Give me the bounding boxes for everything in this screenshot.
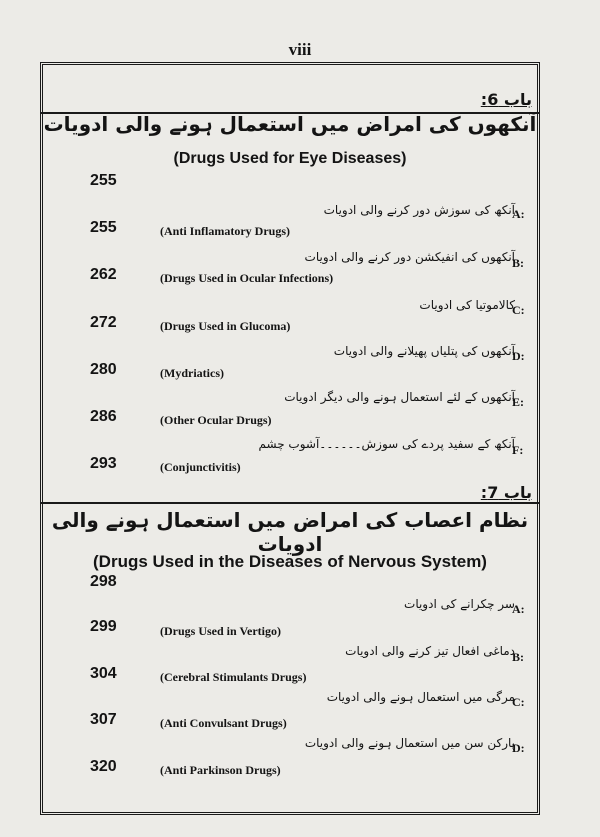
section-6b-english: (Drugs Used in Ocular Infections) <box>160 271 334 285</box>
chapter-6-title-urdu: آنکھوں کی امراض میں استعمال ہونے والی ادویات <box>43 112 537 136</box>
section-7d-letter: D: <box>512 741 525 755</box>
section-7a-english: (Drugs Used in Vertigo) <box>160 624 282 638</box>
section-6c-page: 272 <box>90 314 117 331</box>
section-6f-urdu: آنکھ کے سفید پردے کی سوزش۔۔۔۔۔۔آشوب چشم <box>258 437 515 451</box>
section-7a-page: 299 <box>90 618 117 635</box>
chapter-6-start-page: 255 <box>90 172 117 189</box>
section-6c-letter: C: <box>512 303 525 317</box>
section-7c-english: (Anti Convulsant Drugs) <box>160 716 287 730</box>
section-6d-english: (Mydriatics) <box>160 366 224 380</box>
chapter-6-label: باب 6: <box>480 90 532 109</box>
section-7a-letter: A: <box>512 602 525 616</box>
page-number: viii <box>288 40 312 59</box>
section-6c-english: (Drugs Used in Glucoma) <box>160 319 291 333</box>
section-7b-letter: B: <box>512 650 524 664</box>
chapter-7-rule <box>40 502 540 504</box>
section-6a-letter: A: <box>512 207 525 221</box>
section-6f-english: (Conjunctivitis) <box>160 460 241 474</box>
section-6b-urdu: آنکھوں کی انفیکشن دور کرنے والی ادویات <box>304 250 515 264</box>
section-6a-urdu: آنکھ کی سوزش دور کرنے والی ادویات <box>323 203 515 217</box>
section-7d-page: 320 <box>90 758 117 775</box>
section-7d-english: (Anti Parkinson Drugs) <box>160 763 281 777</box>
chapter-6-title-english: (Drugs Used for Eye Diseases) <box>173 150 407 167</box>
chapter-7-start-page: 298 <box>90 573 117 590</box>
section-7c-urdu: مرگی میں استعمال ہونے والی ادویات <box>326 690 515 704</box>
section-7c-page: 307 <box>90 711 117 728</box>
section-7b-english: (Cerebral Stimulants Drugs) <box>160 670 307 684</box>
section-6e-english: (Other Ocular Drugs) <box>160 413 272 427</box>
section-6a-page: 255 <box>90 219 117 236</box>
chapter-7-label: باب 7: <box>480 483 532 502</box>
section-6b-page: 262 <box>90 266 117 283</box>
section-6e-page: 286 <box>90 408 117 425</box>
section-6d-letter: D: <box>512 349 525 363</box>
section-7a-urdu: سر چکرانے کی ادویات <box>404 597 515 611</box>
section-6e-letter: E: <box>512 395 524 409</box>
section-6b-letter: B: <box>512 256 524 270</box>
section-6c-urdu: کالاموتیا کی ادویات <box>419 298 515 312</box>
section-6d-page: 280 <box>90 361 117 378</box>
section-6f-letter: F: <box>512 443 524 457</box>
chapter-7-title-english: (Drugs Used in the Diseases of Nervous System) <box>93 552 487 571</box>
section-7b-page: 304 <box>90 665 117 682</box>
section-7c-letter: C: <box>512 695 525 709</box>
chapter-7-title-urdu: نظام اعصاب کی امراض میں استعمال ہونے والی ادویات <box>51 508 529 556</box>
section-6e-urdu: آنکھوں کے لئے استعمال ہونے والی دیگر ادویات <box>284 390 515 404</box>
section-6d-urdu: آنکھوں کی پتلیاں پھیلانے والی ادویات <box>333 344 515 358</box>
section-6a-english: (Anti Inflamatory Drugs) <box>160 224 290 238</box>
section-7d-urdu: پارکن سن میں استعمال ہونے والی ادویات <box>304 736 515 750</box>
section-7b-urdu: دماغی افعال تیز کرنے والی ادویات <box>345 644 515 658</box>
section-6f-page: 293 <box>90 455 117 472</box>
